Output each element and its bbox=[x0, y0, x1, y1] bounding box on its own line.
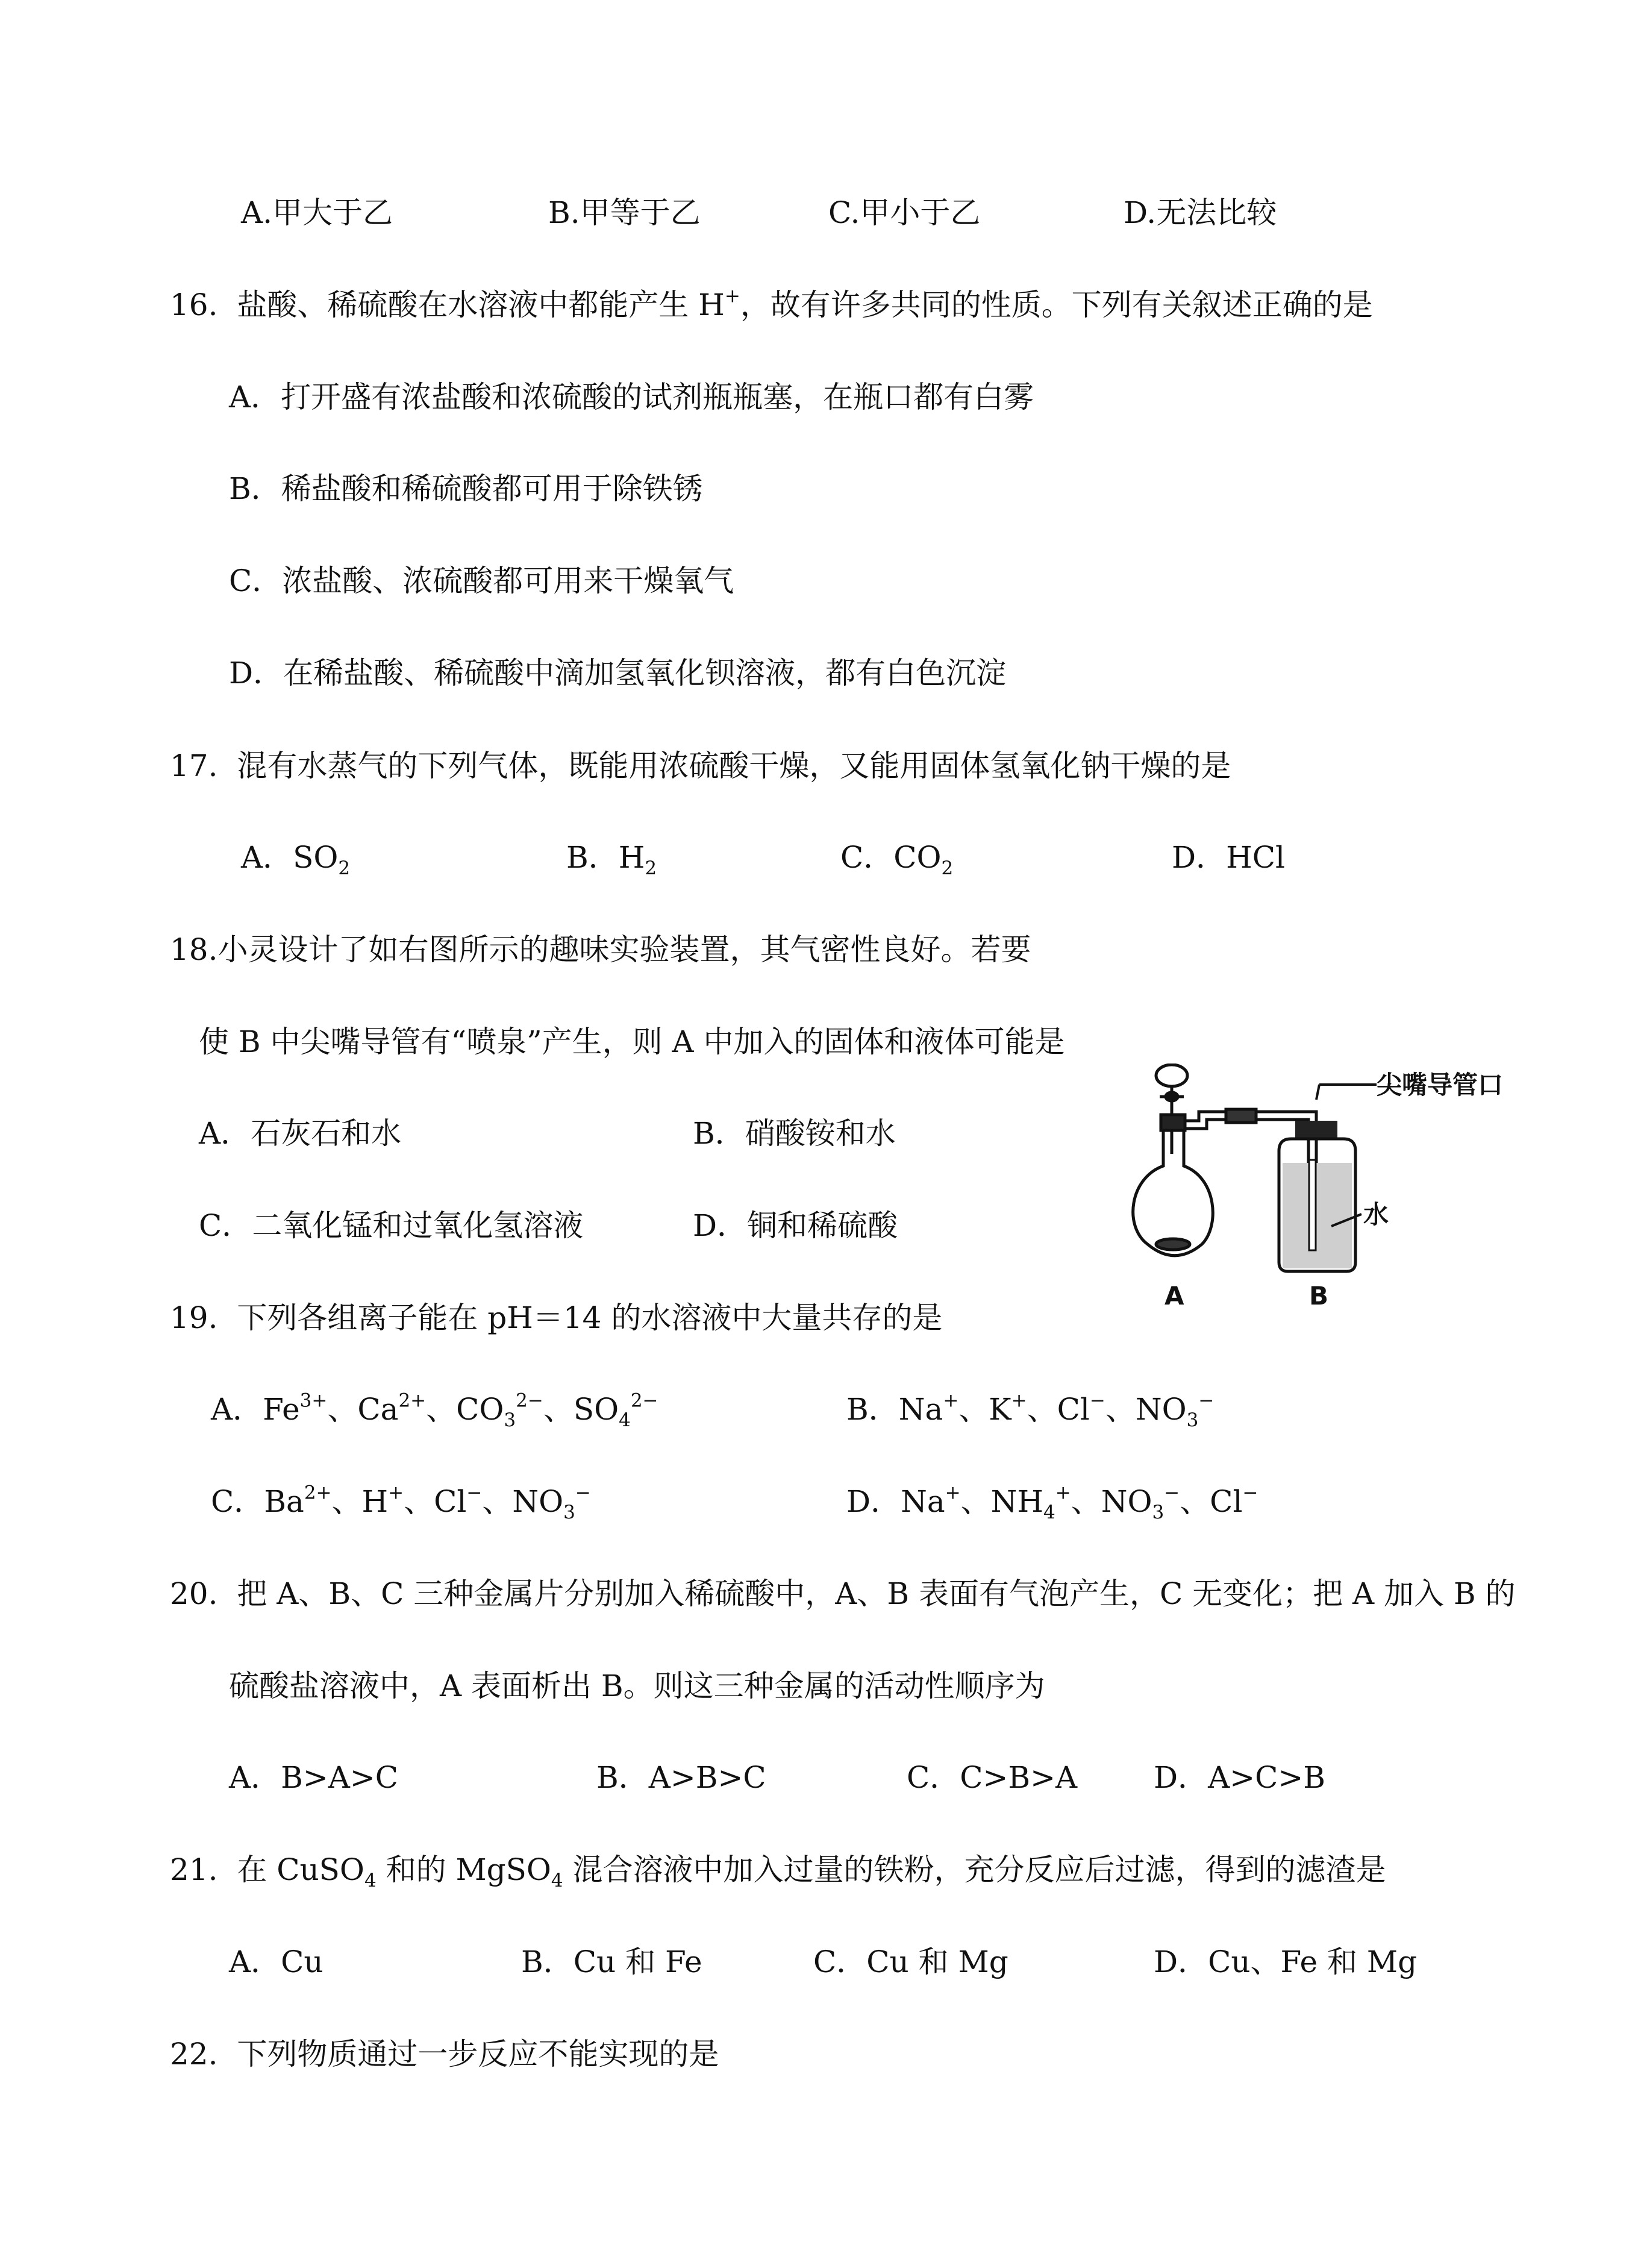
q20-stem-line2: 硫酸盐溶液中，A 表面析出 B。则这三种金属的活动性顺序为 bbox=[229, 1668, 1045, 1703]
q20-option-d: D．A>C>B bbox=[1154, 1760, 1325, 1795]
q19-stem: 19. 下列各组离子能在 pH＝14 的水溶液中大量共存的是 bbox=[170, 1300, 943, 1335]
q21-option-a: A．Cu bbox=[229, 1944, 324, 1979]
q15-option-a: A.甲大于乙 bbox=[241, 195, 393, 230]
q16-option-b: B．稀盐酸和稀硫酸都可用于除铁锈 bbox=[229, 471, 703, 506]
q16-number: 16. bbox=[170, 287, 218, 322]
q16-option-d: D．在稀盐酸、稀硫酸中滴加氢氧化钡溶液，都有白色沉淀 bbox=[229, 656, 1007, 691]
q17-number: 17. bbox=[170, 748, 218, 783]
q21-option-c: C．Cu 和 Mg bbox=[813, 1944, 1008, 1979]
q21-option-b: B．Cu 和 Fe bbox=[521, 1944, 702, 1979]
q21-number: 21. bbox=[170, 1852, 218, 1887]
q17-stem: 17. 混有水蒸气的下列气体，既能用浓硫酸干燥，又能用固体氢氧化钠干燥的是 bbox=[170, 748, 1231, 783]
q21-stem: 21. 在 CuSO$_4$ 和的 MgSO$_4$ 混合溶液中加入过量的铁粉，充分反应后过滤，得到的滤渣是 bbox=[170, 1852, 1386, 1891]
q17-option-a: A．$SO_2$ bbox=[241, 840, 351, 879]
q16-stem: 16. 盐酸、稀硫酸在水溶液中都能产生 H+，故有许多共同的性质。下列有关叙述正确的是 bbox=[170, 285, 1373, 322]
q21-option-d: D．Cu、Fe 和 Mg bbox=[1154, 1944, 1418, 1979]
q22-number: 22. bbox=[170, 2037, 218, 2072]
q20-number: 20. bbox=[170, 1576, 218, 1611]
q19-option-b: B．Na+、K+、Cl−、$NO_3^-$ bbox=[846, 1389, 1215, 1431]
q20-option-b: B．A>B>C bbox=[596, 1760, 766, 1795]
q16-option-c: C．浓盐酸、浓硫酸都可用来干燥氧气 bbox=[229, 563, 734, 598]
q18-option-b: B．硝酸铵和水 bbox=[693, 1116, 896, 1151]
q15-option-b: B.甲等于乙 bbox=[548, 195, 701, 230]
q17-option-b: B．$H_2$ bbox=[566, 840, 657, 879]
q18-apparatus-figure bbox=[1118, 1064, 1503, 1323]
q15-option-c: C.甲小于乙 bbox=[828, 195, 981, 230]
q18-option-a: A．石灰石和水 bbox=[199, 1116, 402, 1151]
q17-option-d: D．HCl bbox=[1172, 840, 1285, 875]
q19-option-c: C．$Ba^{2+}$、H+、Cl−、$NO_3^-$ bbox=[211, 1482, 591, 1523]
q16-option-a: A．打开盛有浓盐酸和浓硫酸的试剂瓶瓶塞，在瓶口都有白雾 bbox=[229, 380, 1034, 415]
q18-option-c: C．二氧化锰和过氧化氢溶液 bbox=[199, 1208, 584, 1243]
q18-option-d: D．铜和稀硫酸 bbox=[693, 1208, 898, 1243]
label-flask-a: A bbox=[1165, 1281, 1184, 1311]
label-bottle-b: B bbox=[1309, 1281, 1329, 1311]
label-water: 水 bbox=[1363, 1200, 1389, 1229]
q22-stem: 22. 下列物质通过一步反应不能实现的是 bbox=[170, 2037, 719, 2072]
q20-stem-line1: 20. 把 A、B、C 三种金属片分别加入稀硫酸中，A、B 表面有气泡产生，C 无变化；把 A 加入 B 的 bbox=[170, 1576, 1516, 1611]
q18-stem-line2: 使 B 中尖嘴导管有“喷泉”产生，则 A 中加入的固体和液体可能是 bbox=[199, 1024, 1065, 1059]
q19-option-d: D．Na+、$NH_4^+$、$NO_3^-$、Cl− bbox=[846, 1482, 1258, 1523]
q15-option-d: D.无法比较 bbox=[1124, 195, 1277, 230]
q19-option-a: A．$Fe^{3+}$、$Ca^{2+}$、$CO_3^{2-}$、$SO_4^{2-}$ bbox=[211, 1389, 658, 1431]
q20-option-a: A．B>A>C bbox=[229, 1760, 399, 1795]
q19-number: 19. bbox=[170, 1300, 218, 1335]
label-nozzle: 尖嘴导管口 bbox=[1377, 1070, 1503, 1100]
q18-stem-line1: 18.小灵设计了如右图所示的趣味实验装置，其气密性良好。若要 bbox=[170, 932, 1031, 967]
q17-option-c: C．$CO_2$ bbox=[840, 840, 954, 879]
q20-option-c: C．C>B>A bbox=[907, 1760, 1078, 1795]
